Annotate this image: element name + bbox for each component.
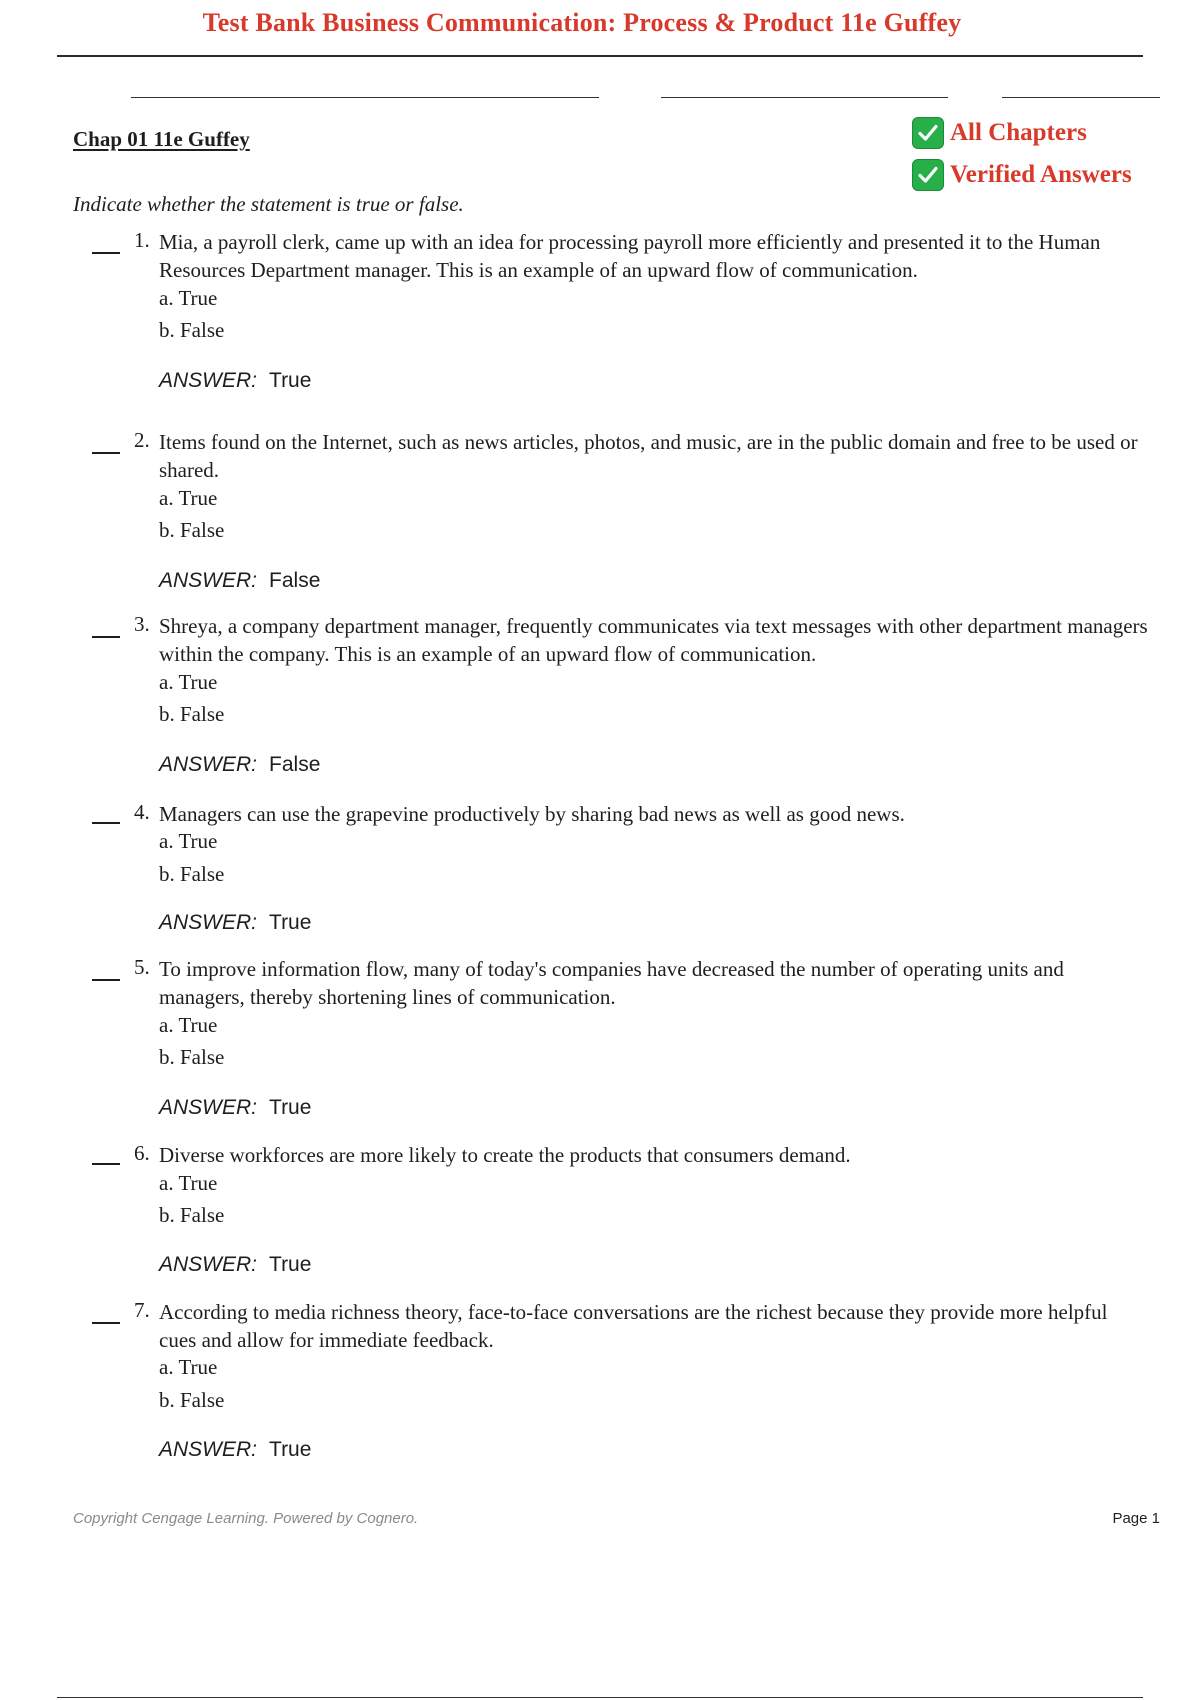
answer-line	[159, 1096, 311, 1120]
answer-blank	[92, 452, 120, 454]
question-number: 5.	[134, 955, 150, 979]
name-blank-line	[131, 97, 599, 98]
instruction-text: Indicate whether the statement is true or false.	[73, 192, 464, 216]
answer-label: ANSWER:	[159, 569, 258, 592]
answer-label: ANSWER:	[159, 1438, 258, 1461]
banner-divider	[57, 55, 1143, 57]
footer-copyright: Copyright Cengage Learning. Powered by Cognero.	[73, 1510, 419, 1527]
question-text: Mia, a payroll clerk, came up with an idea for processing payroll more efficiently and presented it to the Human Resources Department manager. This is an example of an upward flow of communication.	[159, 230, 1101, 282]
question-number: 3.	[134, 612, 150, 636]
badge-all-chapters	[912, 117, 1087, 149]
answer-value: False	[269, 569, 321, 592]
question-number: 6.	[134, 1141, 150, 1165]
date-blank-line	[1002, 97, 1160, 98]
answer-value: False	[269, 753, 321, 776]
badge-label: All Chapters	[950, 119, 1087, 146]
answer-blank	[92, 979, 120, 981]
answer-label: ANSWER:	[159, 1253, 258, 1276]
option-true: a. True	[159, 829, 218, 853]
option-false: b. False	[159, 1203, 225, 1227]
option-true: a. True	[159, 1171, 218, 1195]
bottom-divider	[57, 1697, 1143, 1698]
answer-value: True	[269, 911, 312, 934]
option-false: b. False	[159, 1045, 225, 1069]
answer-line	[159, 753, 320, 777]
option-true: a. True	[159, 1013, 218, 1037]
option-true: a. True	[159, 486, 218, 510]
question-text: To improve information flow, many of today's companies have decreased the number of operating units and managers, thereby shortening lines of communication.	[159, 957, 1064, 1009]
option-false: b. False	[159, 1388, 225, 1412]
answer-label: ANSWER:	[159, 753, 258, 776]
answer-line	[159, 1253, 311, 1277]
question-number: 4.	[134, 800, 150, 824]
option-false: b. False	[159, 702, 225, 726]
answer-label: ANSWER:	[159, 369, 258, 392]
question-text: Diverse workforces are more likely to create the products that consumers demand.	[159, 1143, 851, 1167]
answer-label: ANSWER:	[159, 1096, 258, 1119]
answer-blank	[92, 822, 120, 824]
answer-blank	[92, 636, 120, 638]
chapter-title: Chap 01 11e Guffey	[73, 127, 250, 151]
answer-label: ANSWER:	[159, 911, 258, 934]
option-false: b. False	[159, 518, 225, 542]
answer-blank	[92, 252, 120, 254]
answer-blank	[92, 1322, 120, 1324]
option-true: a. True	[159, 286, 218, 310]
answer-line	[159, 1438, 311, 1462]
answer-value: True	[269, 369, 312, 392]
question-number: 7.	[134, 1298, 150, 1322]
option-true: a. True	[159, 1355, 218, 1379]
answer-line	[159, 911, 311, 935]
answer-line	[159, 569, 320, 593]
question-text: Shreya, a company department manager, frequently communicates via text messages with other department managers within the company. This is an example of an upward flow of communication.	[159, 614, 1148, 666]
question-number: 2.	[134, 428, 150, 452]
option-true: a. True	[159, 670, 218, 694]
answer-blank	[92, 1163, 120, 1165]
question-text: Items found on the Internet, such as news articles, photos, and music, are in the public domain and free to be used or shared.	[159, 430, 1138, 482]
class-blank-line	[661, 97, 948, 98]
option-false: b. False	[159, 318, 225, 342]
check-mark-icon	[912, 159, 944, 191]
badge-label: Verified Answers	[950, 161, 1132, 188]
answer-value: True	[269, 1438, 312, 1461]
question-number: 1.	[134, 228, 150, 252]
answer-value: True	[269, 1253, 312, 1276]
page-number: Page 1	[1112, 1510, 1160, 1527]
badge-verified-answers	[912, 159, 1132, 191]
banner-title: Test Bank Business Communication: Process & Product 11e Guffey	[202, 8, 962, 37]
check-mark-icon	[912, 117, 944, 149]
question-text: Managers can use the grapevine productively by sharing bad news as well as good news.	[159, 802, 905, 826]
option-false: b. False	[159, 862, 225, 886]
question-text: According to media richness theory, face-to-face conversations are the richest because they provide more helpful cues and allow for immediate feedback.	[159, 1300, 1108, 1352]
answer-value: True	[269, 1096, 312, 1119]
answer-line	[159, 369, 311, 393]
